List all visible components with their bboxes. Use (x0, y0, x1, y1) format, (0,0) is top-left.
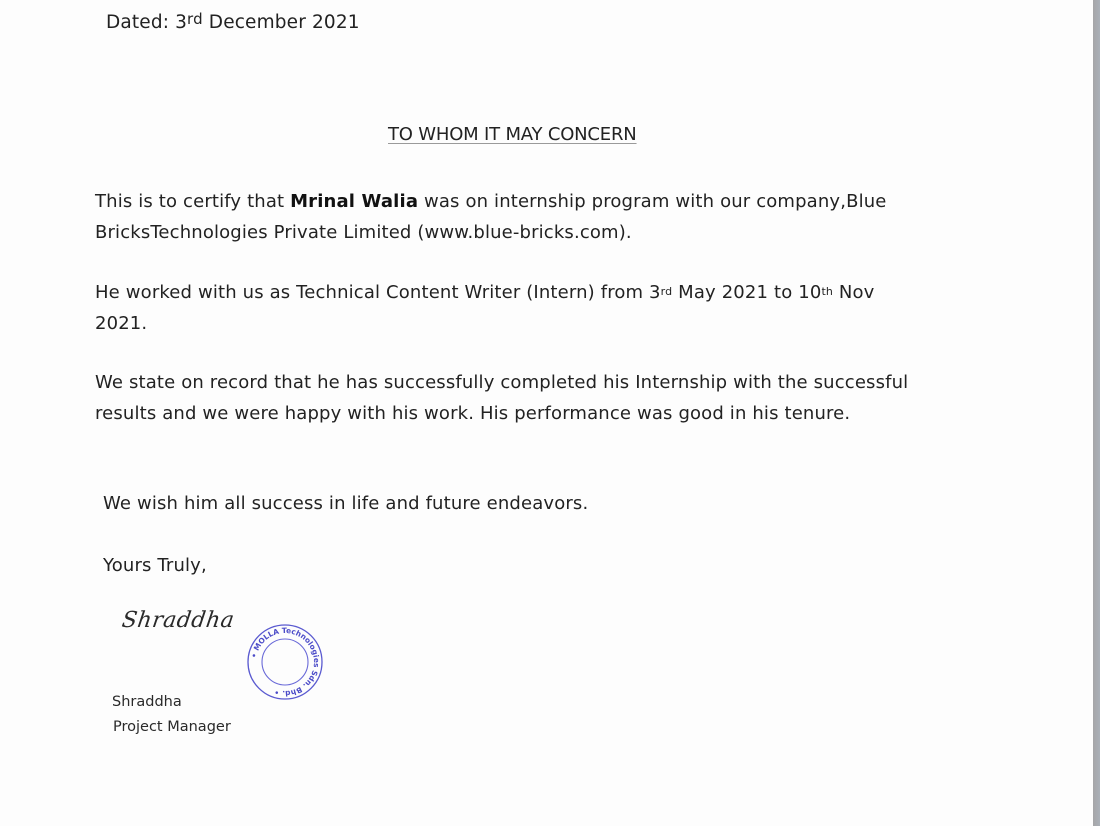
stamp-text: • MOLLA Technologies Sdn. Bhd. • (249, 625, 322, 699)
company-stamp-icon (246, 623, 324, 701)
date-line: Dated: 3rd December 2021 (106, 10, 360, 33)
signer-name: Shraddha (112, 694, 182, 710)
window-edge-scrollbar[interactable] (1093, 0, 1100, 826)
handwritten-signature: Shraddha (120, 608, 237, 633)
paragraph-1-line-2: BricksTechnologies Private Limited (www.blue-bricks.com). (95, 222, 632, 243)
paragraph-1-line-1: This is to certify that Mrinal Walia was on internship program with our company,Blue (95, 191, 887, 212)
paragraph-3-line-2: results and we were happy with his work. His performance was good in his tenure. (95, 403, 851, 424)
wishes-line: We wish him all success in life and future endeavors. (103, 493, 589, 514)
letter-heading: TO WHOM IT MAY CONCERN (388, 124, 637, 145)
paragraph-3-line-1: We state on record that he has successfully completed his Internship with the successful (95, 372, 909, 393)
signer-title: Project Manager (113, 719, 231, 735)
intern-name: Mrinal Walia (290, 191, 419, 212)
closing-line: Yours Truly, (103, 555, 207, 576)
paragraph-2-line-1: He worked with us as Technical Content Writer (Intern) from 3rd May 2021 to 10th Nov (95, 282, 875, 303)
paragraph-2-line-2: 2021. (95, 313, 148, 334)
